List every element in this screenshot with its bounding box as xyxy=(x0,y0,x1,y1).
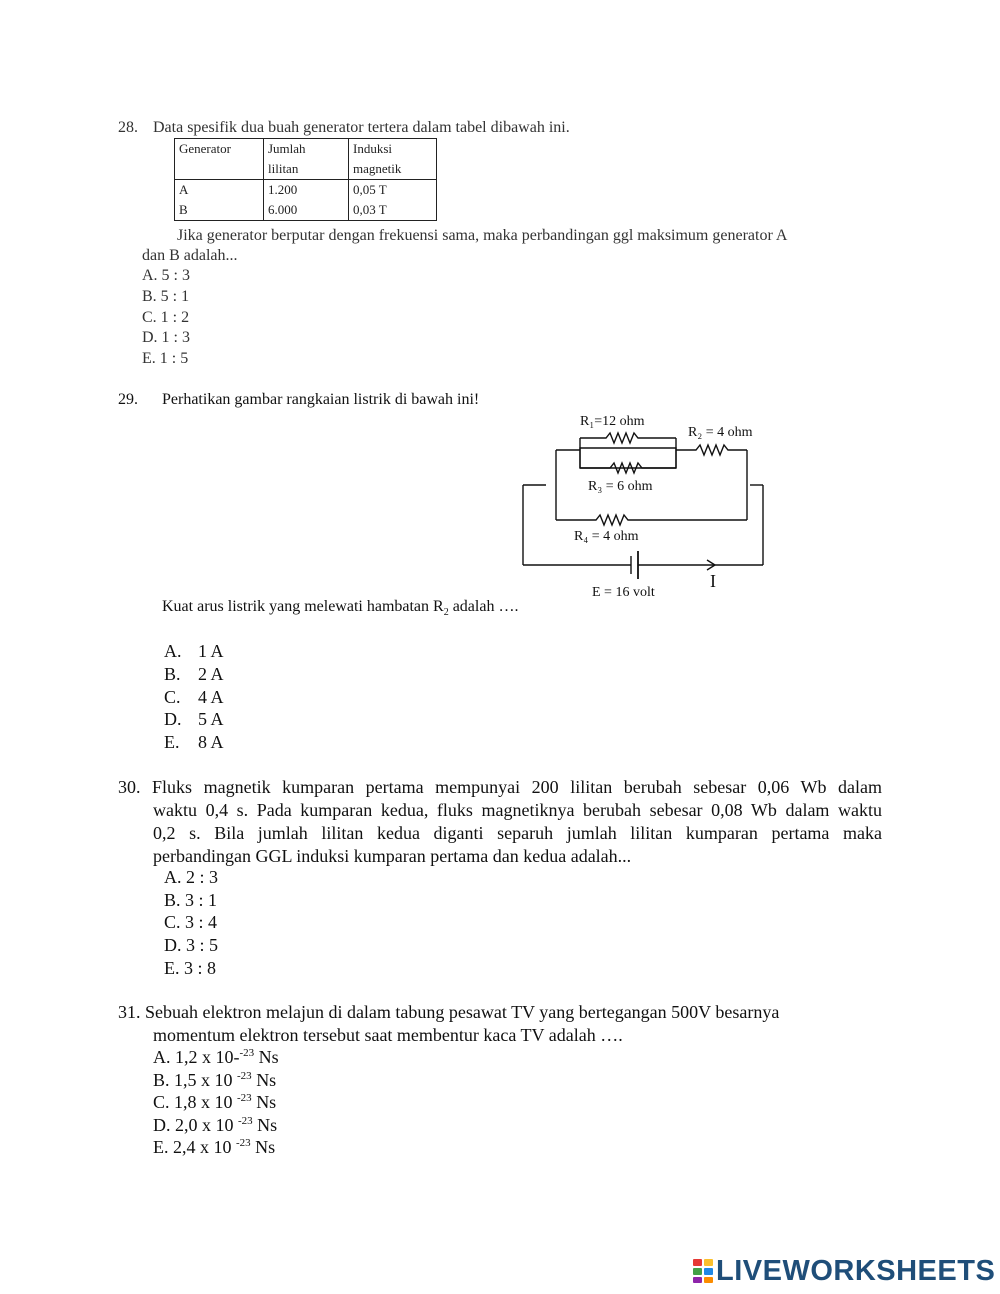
table-header-cell: Generator xyxy=(175,139,264,160)
q31-option-base: B. 1,5 x 10 xyxy=(153,1070,238,1090)
r2-label: R₂ = 4 ohm xyxy=(688,425,753,440)
q29-stem xyxy=(162,598,518,618)
q31-option-exponent: -23 xyxy=(237,1070,252,1082)
q31-option-unit: Ns xyxy=(250,1137,276,1157)
q29-option-letter[interactable]: B. xyxy=(164,664,181,684)
q30-line-4: perbandingan GGL induksi kumparan pertama dan kedua adalah... xyxy=(153,846,632,866)
table-cell: 0,03 T xyxy=(349,200,437,221)
q29-option-letter[interactable]: D. xyxy=(164,709,182,729)
q30-line-1: 30. Fluks magnetik kumparan pertama mempunyai 200 lilitan berubah sebesar 0,06 Wb dalam xyxy=(118,777,882,797)
q30-option[interactable]: B. 3 : 1 xyxy=(164,890,218,910)
r1-resistor xyxy=(580,433,676,443)
r4-label: R₄ = 4 ohm xyxy=(574,529,639,544)
table-row xyxy=(175,180,437,201)
q29-option-text[interactable]: 4 A xyxy=(198,687,224,707)
q28-option[interactable]: E. 1 : 5 xyxy=(142,350,189,367)
q30-option[interactable]: C. 3 : 4 xyxy=(164,912,218,932)
q28-option[interactable]: C. 1 : 2 xyxy=(142,309,190,326)
q31-option[interactable] xyxy=(153,1092,276,1113)
q29-option-text[interactable]: 5 A xyxy=(198,709,224,729)
table-cell: A xyxy=(175,180,264,201)
q30-option[interactable]: D. 3 : 5 xyxy=(164,935,218,955)
q31-option-unit: Ns xyxy=(251,1092,277,1112)
q29-number: 29. xyxy=(118,391,138,408)
q28-stem-line-1: Jika generator berputar dengan frekuensi sama, maka perbandingan ggl maksimum generator A xyxy=(177,227,788,244)
q30-option[interactable]: E. 3 : 8 xyxy=(164,958,216,978)
q30-line-3: 0,2 s. Bila jumlah lilitan kedua diganti separuh jumlah lilitan kumparan pertama maka xyxy=(153,823,882,843)
table-header-cell: lilitan xyxy=(264,159,349,180)
q31-line-2: momentum elektron tersebut saat membentur kaca TV adalah …. xyxy=(153,1025,623,1045)
r1-label: R₁=12 ohm xyxy=(580,414,645,429)
liveworksheets-logo[interactable] xyxy=(692,1256,995,1286)
q29-stem-prefix: Kuat arus listrik yang melewati hambatan R xyxy=(162,598,444,615)
q29-option-text[interactable]: 2 A xyxy=(198,664,224,684)
q28-stem-line-2: dan B adalah... xyxy=(142,247,238,264)
table-cell: 6.000 xyxy=(264,200,349,221)
q31-option-base: E. 2,4 x 10 xyxy=(153,1137,236,1157)
q29-option-letter[interactable]: C. xyxy=(164,687,181,707)
table-header-cell: Induksi xyxy=(349,139,437,160)
q31-option[interactable] xyxy=(153,1047,279,1068)
q31-option-exponent: -23 xyxy=(236,1137,251,1149)
circuit-diagram xyxy=(510,405,790,605)
q29-question-text: Perhatikan gambar rangkaian listrik di bawah ini! xyxy=(162,391,480,408)
table-row xyxy=(175,200,437,221)
q31-option-unit: Ns xyxy=(254,1047,279,1067)
q29-option-letter[interactable]: E. xyxy=(164,732,180,752)
q28-option[interactable]: B. 5 : 1 xyxy=(142,288,190,305)
q31-option-exponent: -23 xyxy=(239,1047,255,1059)
table-cell: 1.200 xyxy=(264,180,349,201)
table-header-row-2 xyxy=(175,159,437,180)
q31-option-base: C. 1,8 x 10 xyxy=(153,1092,238,1112)
q28-number: 28. xyxy=(118,119,138,136)
q29-option-letter[interactable]: A. xyxy=(164,641,182,661)
table-header-cell: magnetik xyxy=(349,159,437,180)
generator-table xyxy=(174,138,437,221)
q31-option-exponent: -23 xyxy=(237,1092,252,1104)
logo-grid-icon xyxy=(692,1258,714,1284)
q31-option-base: A. 1,2 x 10- xyxy=(153,1047,240,1067)
q28-question-text: Data spesifik dua buah generator tertera dalam tabel dibawah ini. xyxy=(153,119,570,136)
q29-stem-sub: 2 xyxy=(443,607,449,619)
q28-option[interactable]: A. 5 : 3 xyxy=(142,267,190,284)
q29-stem-suffix: adalah …. xyxy=(448,598,519,615)
table-header-row-1 xyxy=(175,139,437,160)
table-header-cell: Jumlah xyxy=(264,139,349,160)
q30-line-2: waktu 0,4 s. Pada kumparan kedua, fluks magnetiknya berubah sebesar 0,08 Wb dalam waktu xyxy=(153,800,882,820)
q31-option[interactable] xyxy=(153,1070,276,1091)
r4-resistor xyxy=(556,515,747,525)
q31-option[interactable] xyxy=(153,1115,277,1136)
q31-line-1: 31. Sebuah elektron melajun di dalam tabung pesawat TV yang bertegangan 500V besarnya xyxy=(118,1002,780,1022)
q31-option-exponent: -23 xyxy=(238,1115,253,1127)
table-cell: B xyxy=(175,200,264,221)
r3-label: R₃ = 6 ohm xyxy=(588,479,653,494)
emf-label: E = 16 volt xyxy=(592,585,655,600)
q30-question-cont xyxy=(153,799,882,868)
q28-option[interactable]: D. 1 : 3 xyxy=(142,329,190,346)
q31-option-base: D. 2,0 x 10 xyxy=(153,1115,238,1135)
q31-option-unit: Ns xyxy=(252,1115,278,1135)
q31-option-unit: Ns xyxy=(251,1070,277,1090)
q31-option[interactable] xyxy=(153,1137,275,1158)
parallel-block-wire xyxy=(580,448,676,468)
r3-resistor xyxy=(580,463,676,473)
r2-resistor xyxy=(676,445,747,455)
table-cell: 0,05 T xyxy=(349,180,437,201)
logo-text: LIVEWORKSHEETS xyxy=(716,1254,996,1287)
q29-option-text[interactable]: 1 A xyxy=(198,641,224,661)
q30-option[interactable]: A. 2 : 3 xyxy=(164,867,218,887)
current-label: I xyxy=(710,571,716,591)
q30-question xyxy=(118,776,882,799)
table-header-cell xyxy=(175,159,264,180)
q29-option-text[interactable]: 8 A xyxy=(198,732,224,752)
